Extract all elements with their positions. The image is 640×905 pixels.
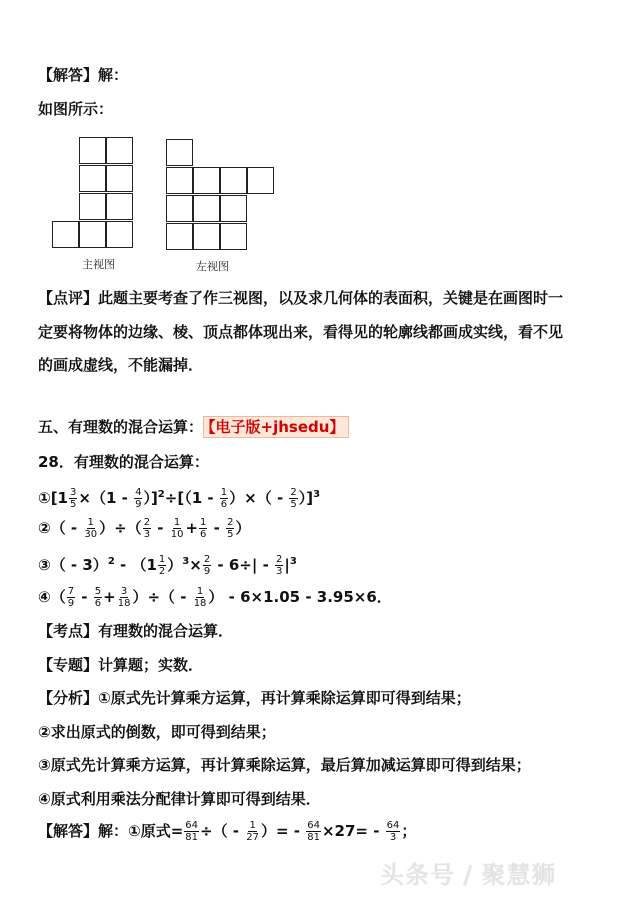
solution-prefix: 【解答】解：①原式= [38, 822, 184, 840]
expression-1: ①[1 $\frac{3}{5}$ ×（1 - $\frac{4}{9}$ ）]$^2$÷[（1 - $\frac{1}{6}$ ）×（ - $\frac{2}{5}$ ）]$^3$ [38, 487, 321, 510]
solution-line: 【解答】解：①原式= $\frac{64}{81}$ ÷（ - $\frac{1}{27}$ ）= - $\frac{64}{81}$ ×27= - $\frac{64}{3}$ ； [38, 820, 417, 843]
expression-3: ③（ - 3）$^2$ - （1 $\frac{1}{2}$ ）$^3$× $\frac{2}{9}$ - 6÷| - $\frac{2}{3}$ $|^3$ [38, 554, 297, 577]
analysis-line-4: ④原式利用乘法分配律计算即可得到结果． [38, 790, 321, 808]
answer-heading: 【解答】解： [38, 66, 129, 84]
comment-line-2: 定要将物体的边缘、棱、顶点都体现出来，看得见的轮廓线都画成实线，看不见 [38, 323, 564, 341]
kaodian-line: 【考点】有理数的混合运算． [38, 622, 234, 640]
analysis-line-3: ③原式先计算乘方运算，再计算乘除运算，最后算加减运算即可得到结果； [38, 756, 531, 774]
analysis-line-2: ②求出原式的倒数，即可得到结果； [38, 723, 276, 741]
left-view-caption: 左视图 [196, 260, 229, 273]
section-heading [38, 416, 349, 438]
comment-line-3: 的画成虚线，不能漏掉． [38, 356, 204, 374]
expression-2: ②（ - $\frac{1}{30}$ ）÷（ $\frac{2}{3}$ - $\frac{1}{10}$ + $\frac{1}{6}$ - $\frac{2}{5}$ ） [38, 517, 251, 540]
comment-line-1: 【点评】此题主要考查了作三视图，以及求几何体的表面积，关键是在画图时一 [38, 289, 564, 307]
source-tag: 【电子版+jhsedu】 [203, 416, 349, 438]
expression-4: ④（ $\frac{7}{9}$ - $\frac{5}{6}$ + $\frac{3}{18}$ ）÷（ - $\frac{1}{18}$ ） - 6×1.05 - 3.95×6． [38, 586, 392, 609]
watermark: 头条号 / 聚慧狮 [380, 861, 557, 889]
section-title: 五、有理数的混合运算： [38, 418, 204, 436]
question-title: 28．有理数的混合运算： [38, 453, 209, 471]
analysis-line-1: 【分析】①原式先计算乘方运算，再计算乘除运算即可得到结果； [38, 689, 471, 707]
front-view-figure [52, 137, 136, 249]
front-view-caption: 主视图 [82, 258, 115, 271]
figure-intro: 如图所示： [38, 100, 114, 118]
zhuanti-line: 【专题】计算题；实数． [38, 656, 204, 674]
left-view-figure [166, 139, 278, 251]
